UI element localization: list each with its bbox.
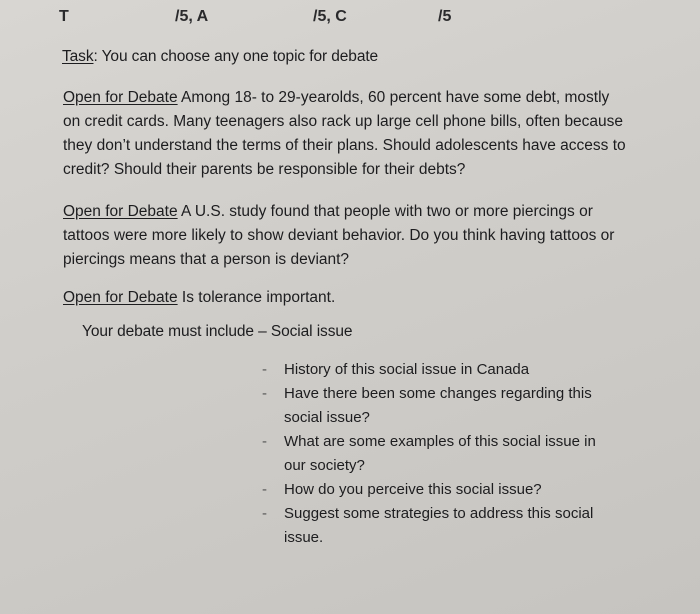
score-header [0, 8, 700, 30]
topic-text: Is tolerance important. [177, 289, 336, 306]
list-item-text: How do you perceive this social issue? [284, 481, 542, 498]
task-label: Task [62, 48, 94, 65]
list-item [262, 382, 622, 430]
list-item-text: History of this social issue in Canada [284, 361, 530, 378]
bullet-marker: - [262, 433, 267, 450]
score-communication: /5, C [313, 8, 347, 25]
list-item-text: issue. [284, 529, 324, 546]
bullet-marker: - [262, 481, 267, 498]
score-thinking: T [59, 8, 69, 25]
bullet-marker: - [262, 505, 267, 522]
requirements-intro: Your debate must include – Social issue [82, 323, 353, 340]
topic-text: piercings means that a person is deviant? [63, 251, 350, 268]
list-item-text: Have there been some changes regarding this [284, 385, 592, 402]
score-application: /5, A [175, 8, 209, 25]
debate-topic-piercings [63, 200, 653, 272]
list-item [262, 430, 622, 478]
topic-text: credit? Should their parents be responsible for their debts? [63, 161, 466, 178]
list-item-text: social issue? [284, 409, 370, 426]
score-total: /5 [438, 8, 452, 25]
debate-topic-tolerance [63, 286, 653, 310]
topic-heading: Open for Debate [63, 89, 178, 106]
list-item-text: our society? [284, 457, 365, 474]
topic-text: on credit cards. Many teenagers also rack up large cell phone bills, often because [63, 113, 624, 130]
debate-topic-debt [63, 86, 653, 182]
list-item [262, 358, 622, 382]
task-line [62, 47, 378, 67]
requirements-list [262, 358, 622, 550]
topic-text: Among 18- to 29-yearolds, 60 percent have some debt, mostly [177, 89, 610, 106]
list-item [262, 502, 622, 550]
list-item-text: What are some examples of this social issue in [284, 433, 596, 450]
task-text: : You can choose any one topic for debate [93, 48, 379, 65]
topic-text: tattoos were more likely to show deviant behavior. Do you think having tattoos or [63, 227, 615, 244]
topic-heading: Open for Debate [63, 203, 178, 220]
topic-text: they don’t understand the terms of their plans. Should adolescents have access to [63, 137, 626, 154]
bullet-marker: - [262, 361, 267, 378]
list-item [262, 478, 622, 502]
bullet-marker: - [262, 385, 267, 402]
topic-text: A U.S. study found that people with two or more piercings or [177, 203, 593, 220]
topic-heading: Open for Debate [63, 289, 178, 306]
list-item-text: Suggest some strategies to address this social [284, 505, 594, 522]
